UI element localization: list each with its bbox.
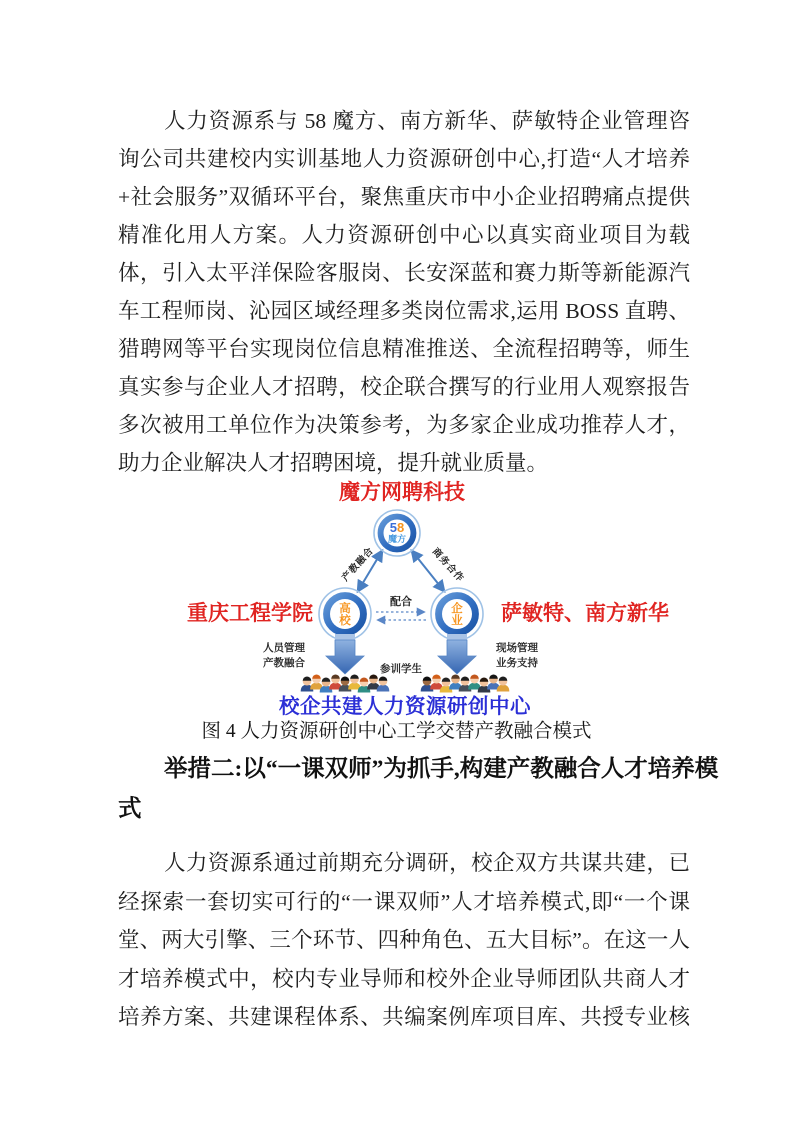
logo-name-mofang: 魔方 — [387, 534, 407, 544]
label-mofang-wangpin-keji: 魔方网聘科技 — [339, 481, 465, 504]
people-group-left-icon — [301, 675, 390, 693]
down-arrow-left — [326, 634, 364, 674]
logo-digit-8: 8 — [397, 520, 405, 535]
people-group-right-icon — [421, 675, 510, 693]
heading-line: 式 — [118, 796, 142, 822]
figure-production-education-diagram — [180, 476, 680, 720]
body-text-line: 精准化用人方案。人力资源研创中心以真实商业项目为载 — [118, 223, 690, 247]
diagram-canvas — [180, 476, 680, 720]
body-text-line: 人力资源系通过前期充分调研，校企双方共谋共建，已 — [164, 851, 690, 875]
students-label: 参训学生 — [380, 663, 422, 675]
body-text-line: 助力企业解决人才招聘困境，提升就业质量。 — [118, 451, 549, 475]
node-university-label: 高校 — [339, 603, 351, 627]
logo-digit-5: 5 — [389, 520, 397, 535]
body-text-line: 多次被用工单位作为决策参考，为多家企业成功推荐人才， — [118, 413, 690, 437]
note-business-support: 业务支持 — [496, 657, 538, 669]
node-enterprise — [431, 588, 483, 640]
note-personnel-management: 人员管理 — [263, 642, 305, 654]
body-text-line: 真实参与企业人才招聘，校企联合撰写的行业用人观察报告 — [118, 375, 690, 399]
edge-label-left: 产教融合 — [339, 545, 377, 584]
label-chongqing-institute: 重庆工程学院 — [187, 602, 313, 625]
node-enterprise-label: 企业 — [451, 603, 463, 627]
body-text-line: 培养方案、共建课程体系、共编案例库项目库、共授专业核 — [118, 1005, 690, 1029]
down-arrow-right — [438, 634, 476, 674]
edge-label-right: 商务合作 — [429, 546, 467, 585]
body-text-line: 猎聘网等平台实现岗位信息精准推送、全流程招聘等，师生 — [118, 337, 690, 361]
body-text-line: +社会服务”双循环平台，聚焦重庆市中小企业招聘痛点提供 — [118, 185, 690, 209]
section-heading — [118, 749, 719, 829]
body-text-line: 车工程师岗、沁园区域经理多类岗位需求,运用 BOSS 直聘、 — [118, 299, 690, 323]
note-industry-education: 产教融合 — [263, 657, 305, 669]
body-text-line: 询公司共建校内实训基地人力资源研创中心,打造“人才培养 — [118, 147, 690, 171]
edge-label-middle: 配合 — [390, 596, 412, 608]
body-text-line: 经探索一套切实可行的“一课双师”人才培养模式,即“一个课 — [118, 889, 690, 914]
note-site-management: 现场管理 — [496, 642, 538, 654]
logo-58 — [390, 520, 404, 535]
paragraph-2 — [118, 844, 690, 1037]
body-text-line: 堂、两大引擎、三个环节、四种角色、五大目标”。在这一人 — [118, 928, 690, 952]
node-58-mofang — [374, 510, 420, 556]
paragraph-1 — [118, 102, 690, 482]
label-saminte-nanfangxinhua: 萨敏特、南方新华 — [501, 602, 669, 625]
body-text-line: 才培养模式中，校内专业导师和校外企业导师团队共商人才 — [118, 966, 690, 991]
banner-joint-hr-center: 校企共建人力资源研创中心 — [279, 695, 531, 718]
body-text-line: 体，引入太平洋保险客服岗、长安深蓝和赛力斯等新能源汽 — [118, 261, 690, 285]
body-text-line: 人力资源系与 58 魔方、南方新华、萨敏特企业管理咨 — [164, 109, 690, 133]
heading-line: 举措二:以“一课双师”为抓手,构建产教融合人才培养模 — [164, 756, 719, 782]
figure-caption: 图 4 人力资源研创中心工学交替产教融合模式 — [201, 721, 592, 742]
node-university — [319, 588, 371, 640]
